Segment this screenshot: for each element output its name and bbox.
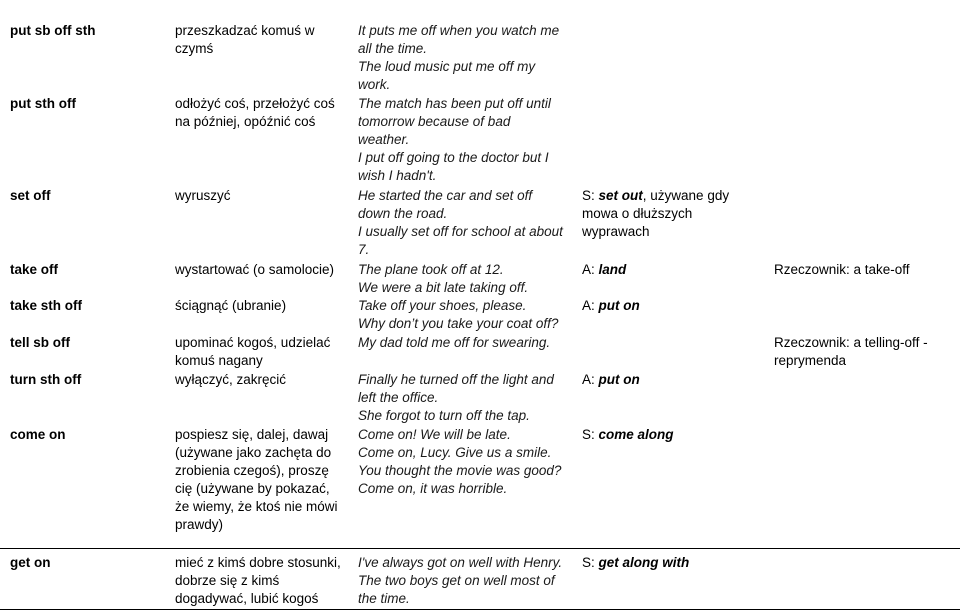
example-line: Take off your shoes, please. (358, 298, 527, 313)
examples (358, 95, 573, 185)
examples (358, 334, 573, 352)
example-line: My dad told me off for swearing. (358, 335, 551, 350)
translation-line: wyruszyć (175, 188, 231, 203)
example-line: down the road. (358, 206, 448, 221)
synonym-word: get along with (598, 555, 690, 570)
translation-line: że wiemy, że ktoś nie mówi (175, 499, 338, 514)
example-line: The loud music put me off my (358, 59, 536, 74)
translation-line: zrobienia czegoś), proszę (175, 463, 329, 478)
example-line: Come on! We will be late. (358, 427, 511, 442)
example-line: weather. (358, 132, 410, 147)
example-line: I put off going to the doctor but I (358, 150, 549, 165)
synonym-prefix: A: (582, 262, 599, 277)
example-line: left the office. (358, 390, 439, 405)
synonym-line (582, 554, 762, 572)
phrasal-verb-text: come on (10, 427, 66, 442)
synonym-antonym (582, 426, 762, 444)
synonym-word: land (598, 262, 627, 277)
examples (358, 297, 573, 333)
translation-line: wystartować (o samolocie) (175, 262, 335, 277)
synonym-prefix: S: (582, 188, 599, 203)
translation-line: cię (używane by pokazać, (175, 481, 330, 496)
translation-line: czymś (175, 41, 214, 56)
translation-line: komuś nagany (175, 353, 263, 368)
synonym-prefix: S: (582, 555, 599, 570)
synonym-line: mowa o dłuższych (582, 206, 693, 221)
example-line: the time. (358, 591, 410, 606)
synonym-antonym (582, 297, 762, 315)
synonym-word: set out (598, 188, 643, 203)
example-line: Come on, Lucy. Give us a smile. (358, 445, 552, 460)
example-line: The plane took off at 12. (358, 262, 504, 277)
example-line: Come on, it was horrible. (358, 481, 508, 496)
phrasal-verb (10, 334, 160, 352)
phrasal-verb-text: take sth off (10, 298, 83, 313)
translation (175, 22, 350, 58)
examples (358, 371, 573, 425)
example-line: wish I hadn't. (358, 168, 437, 183)
example-line: 7. (358, 242, 370, 257)
example-line: The match has been put off until (358, 96, 551, 111)
translation (175, 95, 350, 131)
translation (175, 334, 350, 370)
example-line: I usually set off for school at about (358, 224, 563, 239)
example-line: We were a bit late taking off. (358, 280, 529, 295)
phrasal-verb (10, 371, 160, 389)
phrasal-verb (10, 261, 160, 279)
phrasal-verb-text: take off (10, 262, 59, 277)
translation-line: mieć z kimś dobre stosunki, (175, 555, 341, 570)
noun-form (774, 261, 954, 279)
phrasal-verb (10, 22, 160, 40)
phrasal-verb (10, 95, 160, 113)
example-line: She forgot to turn off the tap. (358, 408, 530, 423)
synonym-line (582, 297, 762, 315)
translation-line: pospiesz się, dalej, dawaj (175, 427, 329, 442)
noun-line: Rzeczownik: a telling-off - (774, 335, 928, 350)
synonym-line (582, 426, 762, 444)
translation-line: (używane jako zachęta do (175, 445, 332, 460)
synonym-prefix: A: (582, 298, 599, 313)
examples (358, 261, 573, 297)
noun-line: Rzeczownik: a take-off (774, 262, 910, 277)
examples (358, 22, 573, 94)
synonym-antonym (582, 187, 762, 241)
translation-line: prawdy) (175, 517, 224, 532)
example-line: all the time. (358, 41, 428, 56)
phrasal-verb (10, 187, 160, 205)
example-line: Why don’t you take your coat off? (358, 316, 559, 331)
synonym-antonym (582, 371, 762, 389)
examples (358, 187, 573, 259)
row-divider (0, 548, 960, 549)
synonym-line: wyprawach (582, 224, 650, 239)
phrasal-verb-text: put sb off sth (10, 23, 96, 38)
example-line: He started the car and set off (358, 188, 533, 203)
phrasal-verb-text: turn sth off (10, 372, 82, 387)
translation-line: dobrze się z kimś (175, 573, 280, 588)
translation-line: odłożyć coś, przełożyć coś (175, 96, 335, 111)
example-line: Finally he turned off the light and (358, 372, 554, 387)
synonym-word: put on (598, 298, 640, 313)
phrasal-verb-text: tell sb off (10, 335, 70, 350)
noun-line: reprymenda (774, 353, 847, 368)
synonym-line (582, 371, 762, 389)
synonym-rest: , używane gdy (642, 188, 730, 203)
translation-line: ściągnąć (ubranie) (175, 298, 287, 313)
translation (175, 426, 350, 534)
example-line: I've always got on well with Henry. (358, 555, 563, 570)
translation (175, 554, 350, 608)
synonym-word: put on (598, 372, 640, 387)
synonym-word: come along (598, 427, 674, 442)
translation-line: wyłączyć, zakręcić (175, 372, 287, 387)
synonym-line (582, 261, 762, 279)
phrasal-verb (10, 426, 160, 444)
phrasal-verb-text: get on (10, 555, 51, 570)
example-line: work. (358, 77, 391, 92)
synonym-antonym (582, 554, 762, 572)
example-line: You thought the movie was good? (358, 463, 562, 478)
translation (175, 371, 350, 389)
translation (175, 187, 350, 205)
translation-line: dogadywać, lubić kogoś (175, 591, 319, 606)
translation-line: upominać kogoś, udzielać (175, 335, 331, 350)
phrasal-verb-text: set off (10, 188, 51, 203)
example-line: It puts me off when you watch me (358, 23, 560, 38)
synonym-prefix: A: (582, 372, 599, 387)
phrasal-verb-text: put sth off (10, 96, 76, 111)
example-line: tomorrow because of bad (358, 114, 511, 129)
examples (358, 554, 573, 608)
examples (358, 426, 573, 498)
translation-line: przeszkadzać komuś w (175, 23, 315, 38)
noun-form (774, 334, 954, 370)
translation (175, 297, 350, 315)
example-line: The two boys get on well most of (358, 573, 555, 588)
phrasal-verb (10, 297, 160, 315)
synonym-antonym (582, 261, 762, 279)
synonym-prefix: S: (582, 427, 599, 442)
translation-line: na później, opóźnić coś (175, 114, 316, 129)
phrasal-verb (10, 554, 160, 572)
translation (175, 261, 350, 279)
synonym-line (582, 187, 762, 205)
